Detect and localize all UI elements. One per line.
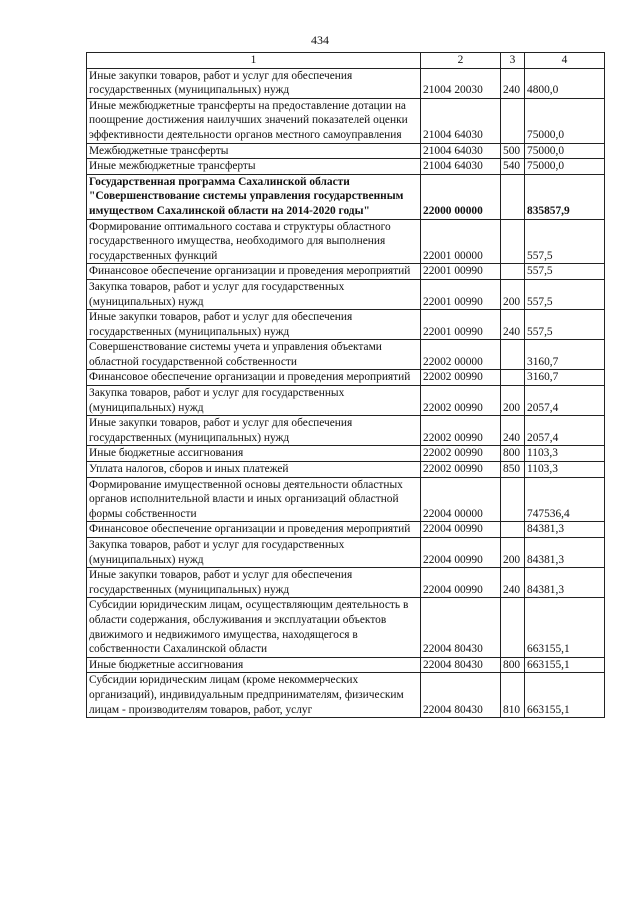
- row-code: 22004 00990: [421, 538, 501, 568]
- row-amount: 4800,0: [525, 68, 605, 98]
- row-code: 22002 00990: [421, 386, 501, 416]
- row-amount: 557,5: [525, 310, 605, 340]
- header-col-4: 4: [525, 53, 605, 69]
- table-row: [87, 386, 605, 416]
- table-row: [87, 174, 605, 219]
- row-expense-type: 240: [501, 568, 525, 598]
- row-description: Иные межбюджетные трансферты: [87, 159, 421, 175]
- row-description: Закупка товаров, работ и услуг для государственных (муниципальных) нужд: [87, 538, 421, 568]
- row-amount: 1103,3: [525, 462, 605, 478]
- row-description: Закупка товаров, работ и услуг для государственных (муниципальных) нужд: [87, 279, 421, 309]
- table-row: [87, 477, 605, 522]
- row-code: 22001 00990: [421, 279, 501, 309]
- row-description: Иные закупки товаров, работ и услуг для обеспечения государственных (муниципальных) нужд: [87, 568, 421, 598]
- table-row: [87, 340, 605, 370]
- row-code: 21004 64030: [421, 143, 501, 159]
- row-description: Иные бюджетные ассигнования: [87, 657, 421, 673]
- row-amount: 3160,7: [525, 340, 605, 370]
- row-expense-type: 810: [501, 673, 525, 718]
- table-row: [87, 568, 605, 598]
- row-expense-type: 200: [501, 538, 525, 568]
- row-expense-type: [501, 264, 525, 280]
- table-row: [87, 310, 605, 340]
- row-amount: 1103,3: [525, 446, 605, 462]
- row-amount: 835857,9: [525, 174, 605, 219]
- row-expense-type: [501, 522, 525, 538]
- row-code: 21004 20030: [421, 68, 501, 98]
- row-description: Финансовое обеспечение организации и проведения мероприятий: [87, 522, 421, 538]
- row-description: Субсидии юридическим лицам, осуществляющим деятельность в области содержания, обслуживания и эксплуатации объектов движимого и недвижимого имущества, находящегося в собственности Сахалинской области: [87, 598, 421, 657]
- row-expense-type: 200: [501, 279, 525, 309]
- table-row: [87, 159, 605, 175]
- row-amount: 84381,3: [525, 568, 605, 598]
- table-row: [87, 370, 605, 386]
- table-row: [87, 598, 605, 657]
- table-row: [87, 416, 605, 446]
- row-amount: 3160,7: [525, 370, 605, 386]
- row-amount: 663155,1: [525, 598, 605, 657]
- row-expense-type: [501, 477, 525, 522]
- row-expense-type: [501, 598, 525, 657]
- row-code: 21004 64030: [421, 159, 501, 175]
- row-description: Иные закупки товаров, работ и услуг для обеспечения государственных (муниципальных) нужд: [87, 310, 421, 340]
- budget-table: [86, 52, 605, 718]
- table-row: [87, 538, 605, 568]
- table-row: [87, 143, 605, 159]
- header-col-2: 2: [421, 53, 501, 69]
- row-expense-type: 240: [501, 310, 525, 340]
- row-expense-type: 240: [501, 416, 525, 446]
- row-description: Формирование имущественной основы деятельности областных органов исполнительной власти и иных организаций областной формы собственности: [87, 477, 421, 522]
- row-amount: 84381,3: [525, 538, 605, 568]
- row-code: 22001 00990: [421, 310, 501, 340]
- row-code: 22004 80430: [421, 657, 501, 673]
- table-row: [87, 657, 605, 673]
- row-description: Иные закупки товаров, работ и услуг для обеспечения государственных (муниципальных) нужд: [87, 416, 421, 446]
- row-expense-type: [501, 219, 525, 264]
- row-amount: 557,5: [525, 219, 605, 264]
- row-expense-type: [501, 340, 525, 370]
- row-expense-type: [501, 174, 525, 219]
- table-row: [87, 522, 605, 538]
- row-description: Финансовое обеспечение организации и проведения мероприятий: [87, 370, 421, 386]
- row-description: Финансовое обеспечение организации и проведения мероприятий: [87, 264, 421, 280]
- row-amount: 663155,1: [525, 673, 605, 718]
- header-col-1: 1: [87, 53, 421, 69]
- row-amount: 2057,4: [525, 416, 605, 446]
- row-code: 22004 00000: [421, 477, 501, 522]
- row-amount: 84381,3: [525, 522, 605, 538]
- row-expense-type: 540: [501, 159, 525, 175]
- row-expense-type: 240: [501, 68, 525, 98]
- row-code: 22004 00990: [421, 522, 501, 538]
- row-code: 22002 00990: [421, 370, 501, 386]
- row-expense-type: [501, 98, 525, 143]
- table-row: [87, 264, 605, 280]
- row-description: Иные бюджетные ассигнования: [87, 446, 421, 462]
- table-header-row: [87, 53, 605, 69]
- row-amount: 75000,0: [525, 159, 605, 175]
- row-expense-type: 800: [501, 657, 525, 673]
- page-number: 434: [311, 33, 329, 47]
- row-description: Иные межбюджетные трансферты на предоставление дотации на поощрение достижения наилучших значений показателей оценки эффективности деятельности органов местного самоуправления: [87, 98, 421, 143]
- row-code: 22004 00990: [421, 568, 501, 598]
- row-expense-type: [501, 370, 525, 386]
- row-description: Закупка товаров, работ и услуг для государственных (муниципальных) нужд: [87, 386, 421, 416]
- row-description: Формирование оптимального состава и структуры областного государственного имущества, необходимого для выполнения государственных функций: [87, 219, 421, 264]
- table-row: [87, 219, 605, 264]
- row-code: 22000 00000: [421, 174, 501, 219]
- row-amount: 75000,0: [525, 143, 605, 159]
- row-code: 22002 00000: [421, 340, 501, 370]
- row-amount: 2057,4: [525, 386, 605, 416]
- row-amount: 747536,4: [525, 477, 605, 522]
- row-code: 21004 64030: [421, 98, 501, 143]
- table-row: [87, 279, 605, 309]
- row-amount: 557,5: [525, 264, 605, 280]
- row-description: Межбюджетные трансферты: [87, 143, 421, 159]
- row-expense-type: 800: [501, 446, 525, 462]
- row-description: Совершенствование системы учета и управления объектами областной государственной собственности: [87, 340, 421, 370]
- row-description: Субсидии юридическим лицам (кроме некоммерческих организаций), индивидуальным предпринимателям, физическим лицам - производителям товаров, работ, услуг: [87, 673, 421, 718]
- row-code: 22002 00990: [421, 462, 501, 478]
- table-row: [87, 68, 605, 98]
- row-code: 22002 00990: [421, 416, 501, 446]
- table-row: [87, 462, 605, 478]
- row-description: Иные закупки товаров, работ и услуг для обеспечения государственных (муниципальных) нужд: [87, 68, 421, 98]
- table-row: [87, 98, 605, 143]
- row-description: Государственная программа Сахалинской области "Совершенствование системы управления государственным имуществом Сахалинской области на 2014-2020 годы": [87, 174, 421, 219]
- row-code: 22001 00000: [421, 219, 501, 264]
- header-col-3: 3: [501, 53, 525, 69]
- row-amount: 557,5: [525, 279, 605, 309]
- row-expense-type: 850: [501, 462, 525, 478]
- row-expense-type: 500: [501, 143, 525, 159]
- row-code: 22004 80430: [421, 673, 501, 718]
- row-amount: 663155,1: [525, 657, 605, 673]
- table-row: [87, 446, 605, 462]
- row-description: Уплата налогов, сборов и иных платежей: [87, 462, 421, 478]
- row-code: 22002 00990: [421, 446, 501, 462]
- row-expense-type: 200: [501, 386, 525, 416]
- row-code: 22004 80430: [421, 598, 501, 657]
- table-row: [87, 673, 605, 718]
- row-amount: 75000,0: [525, 98, 605, 143]
- row-code: 22001 00990: [421, 264, 501, 280]
